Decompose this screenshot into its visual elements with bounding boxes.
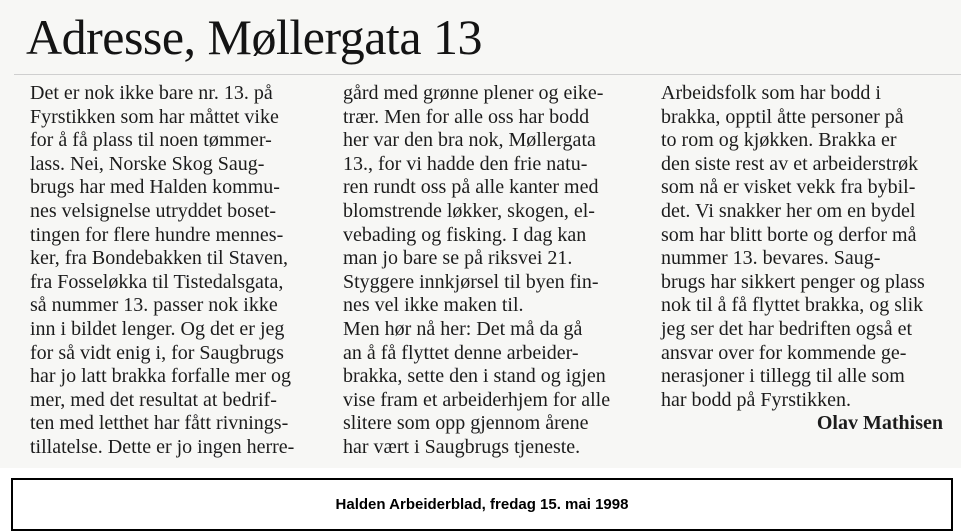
text-line: her var den bra nok, Møllergata xyxy=(343,129,596,152)
text-line: tingen for flere hundre mennes- xyxy=(30,223,284,246)
text-line: 13., for vi hadde den frie natu- xyxy=(343,152,588,175)
text-line: som har blitt borte og derfor må xyxy=(661,223,917,246)
text-line: vise fram et arbeiderhjem for alle xyxy=(343,388,611,411)
text-line: nerasjoner i tillegg til alle som xyxy=(661,365,905,388)
text-line: slitere som opp gjennom årene xyxy=(343,412,589,435)
text-line: brakka, sette den i stand og igjen xyxy=(343,365,606,388)
text-line: nes vel ikke maken til. xyxy=(343,294,524,317)
text-line: mer, med det resultat at bedrif- xyxy=(30,388,277,411)
text-line: har jo latt brakka forfalle mer og xyxy=(30,365,291,388)
article-column-3 xyxy=(661,82,949,436)
article-column-2 xyxy=(343,82,639,460)
source-caption: Halden Arbeiderblad, fredag 15. mai 1998 xyxy=(335,496,629,513)
text-line: som nå er visket vekk fra bybil- xyxy=(661,176,916,199)
text-line: Styggere innkjørsel til byen fin- xyxy=(343,270,599,293)
headline-divider xyxy=(14,74,961,75)
text-line: blomstrende løkker, skogen, el- xyxy=(343,199,595,222)
text-line: an å få flyttet denne arbeider- xyxy=(343,341,579,364)
text-line: så nummer 13. passer nok ikke xyxy=(30,294,278,317)
text-line: Arbeidsfolk som har bodd i xyxy=(661,82,881,104)
source-caption-box xyxy=(11,478,953,531)
text-line: lass. Nei, Norske Skog Saug- xyxy=(30,152,265,175)
text-line: Det er nok ikke bare nr. 13. på xyxy=(30,82,273,104)
text-line: ren rundt oss på alle kanter med xyxy=(343,176,599,199)
text-line: Men hør nå her: Det må da gå xyxy=(343,317,583,340)
text-line: ker, fra Bondebakken til Staven, xyxy=(30,247,289,270)
article-column-1 xyxy=(30,82,330,460)
text-line: brugs har med Halden kommu- xyxy=(30,176,280,199)
text-line: den siste rest av et arbeiderstrøk xyxy=(661,152,919,175)
text-line: for å få plass til noen tømmer- xyxy=(30,129,272,152)
article-headline: Adresse, Møllergata 13 xyxy=(26,9,483,65)
text-line: vebading og fisking. I dag kan xyxy=(343,223,587,246)
text-line: Fyrstikken som har måttet vike xyxy=(30,105,279,128)
author-signature: Olav Mathisen xyxy=(816,412,943,435)
text-line: tillatelse. Dette er jo ingen herre- xyxy=(30,435,295,458)
text-line: man jo bare se på riksvei 21. xyxy=(343,247,573,270)
text-line: ansvar over for kommende ge- xyxy=(661,341,907,364)
text-line: gård med grønne plener og eike- xyxy=(343,82,604,104)
text-line: inn i bildet lenger. Og det er jeg xyxy=(30,317,285,340)
text-line: nes velsignelse utryddet boset- xyxy=(30,199,277,222)
text-line: nummer 13. bevares. Saug- xyxy=(661,247,881,270)
text-line: nok til å få flyttet brakka, og slik xyxy=(661,294,924,317)
text-line: trær. Men for alle oss har bodd xyxy=(343,105,590,128)
text-line: ten med letthet har fått rivnings- xyxy=(30,412,289,435)
text-line: fra Fosseløkka til Tistedalsgata, xyxy=(30,270,284,293)
text-line: har bodd på Fyrstikken. xyxy=(661,388,851,411)
text-line: jeg ser det har bedriften også et xyxy=(661,317,913,340)
text-line: to rom og kjøkken. Brakka er xyxy=(661,129,897,152)
text-line: brakka, opptil åtte personer på xyxy=(661,105,904,128)
text-line: har vært i Saugbrugs tjeneste. xyxy=(343,435,581,458)
text-line: det. Vi snakker her om en bydel xyxy=(661,199,916,222)
text-line: brugs har sikkert penger og plass xyxy=(661,270,925,293)
text-line: for så vidt enig i, for Saugbrugs xyxy=(30,341,284,364)
